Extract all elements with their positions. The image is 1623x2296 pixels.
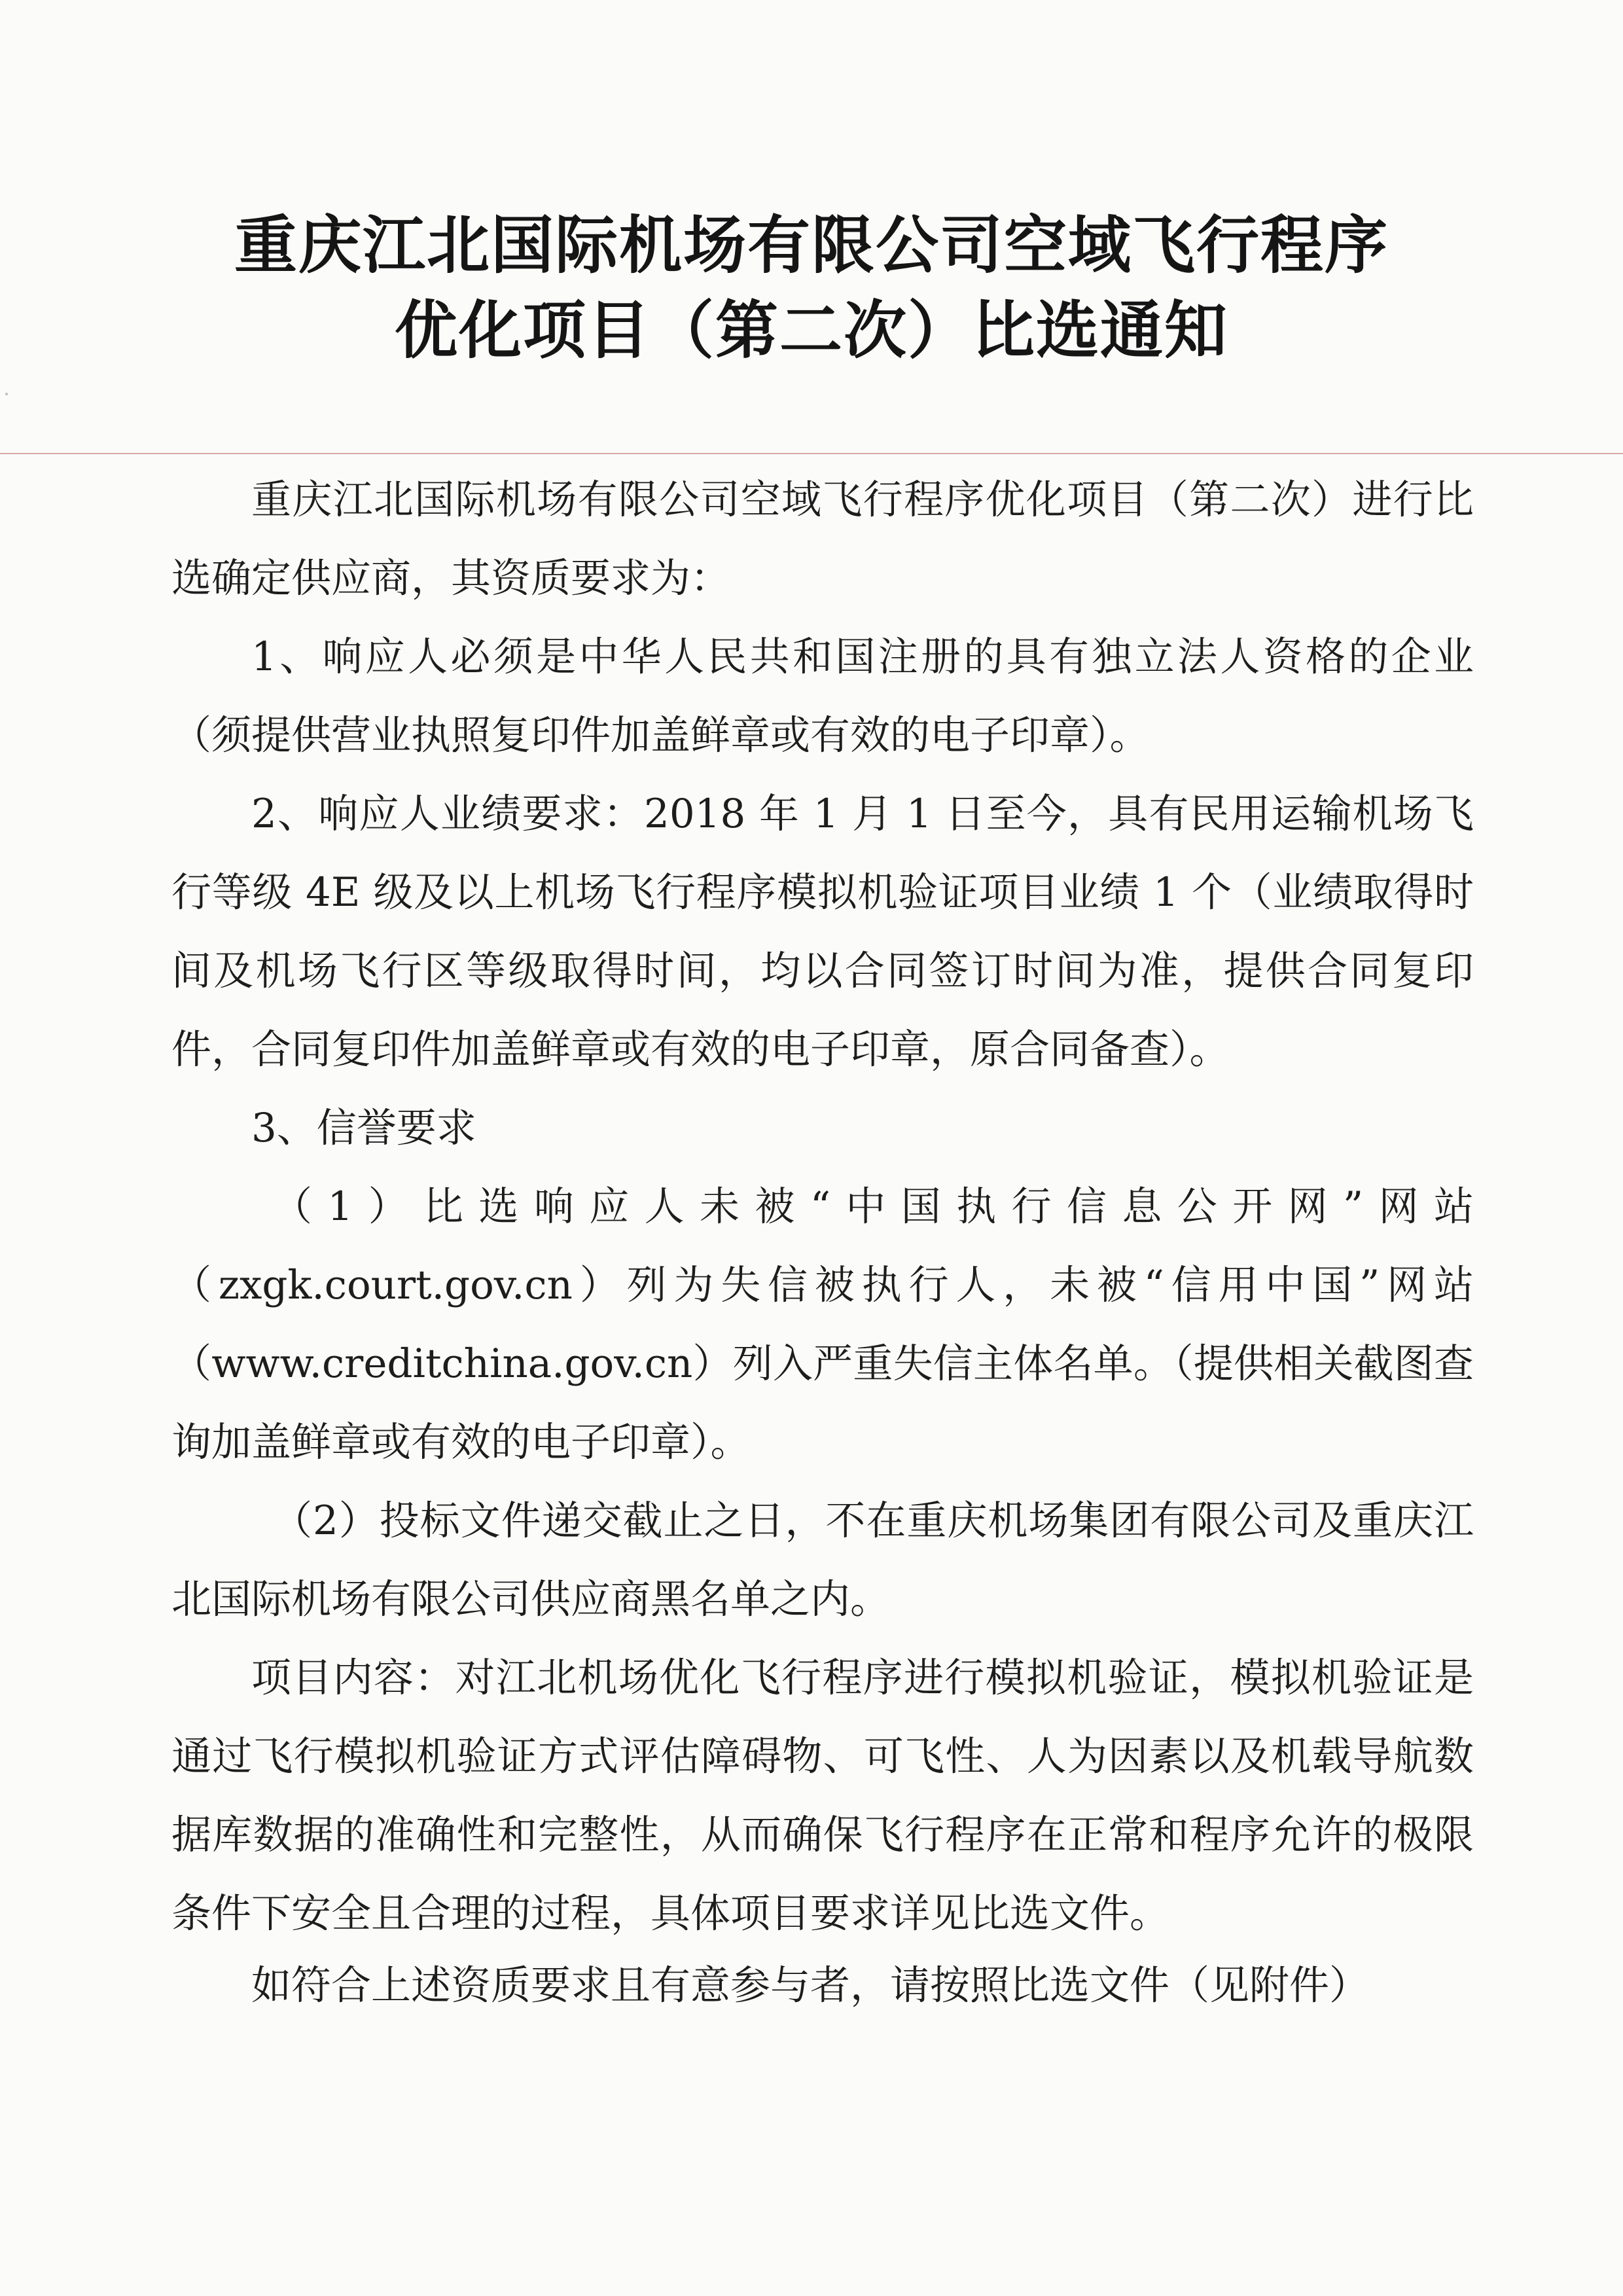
document-title-line2: 优化项目（第二次）比选通知 [395, 293, 1228, 367]
credit-item-2: （2）投标文件递交截止之日，不在重庆机场集团有限公司及重庆江北国际机场有限公司供应商黑名单之内。 [171, 1498, 1474, 1623]
document-body [171, 461, 1474, 1953]
intro-paragraph: 重庆江北国际机场有限公司空域飞行程序优化项目（第二次）进行比选确定供应商，其资质要求为： [171, 476, 1474, 601]
requirement-1: 1、响应人必须是中华人民共和国注册的具有独立法人资格的企业（须提供营业执照复印件加盖鲜章或有效的电子印章）。 [171, 634, 1474, 759]
credit-item-1: （1）比选响应人未被“中国执行信息公开网”网站（zxgk.court.gov.cn）列为失信被执行人，未被“信用中国”网站（www.creditchina.gov.cn）列入严重失信主体名单。（提供相关截图查询加盖鲜章或有效的电子印章）。 [171, 1183, 1474, 1465]
project-content-paragraph: 项目内容：对江北机场优化飞行程序进行模拟机验证，模拟机验证是通过飞行模拟机验证方式评估障碍物、可飞性、人为因素以及机载导航数据库数据的准确性和完整性，从而确保飞行程序在正常和程序允许的极限条件下安全且合理的过程，具体项目要求详见比选文件。 [171, 1655, 1474, 1937]
requirement-3-heading: 3、信誉要求 [251, 1105, 476, 1151]
document-title-line1: 重庆江北国际机场有限公司空域飞行程序 [234, 208, 1389, 282]
requirement-2: 2、响应人业绩要求：2018 年 1 月 1 日至今，具有民用运输机场飞行等级 4E 级及以上机场飞行程序模拟机验证项目业绩 1 个（业绩取得时间及机场飞行区等级取得时间，均以合同签订时间为准，提供合同复印件，合同复印件加盖鲜章或有效的电子印章，原合同备查）。 [171, 791, 1474, 1073]
scan-mark [5, 393, 8, 395]
header-divider [0, 453, 1623, 454]
closing-paragraph: 如符合上述资质要求且有意参与者，请按照比选文件（见附件） [251, 1962, 1370, 2009]
